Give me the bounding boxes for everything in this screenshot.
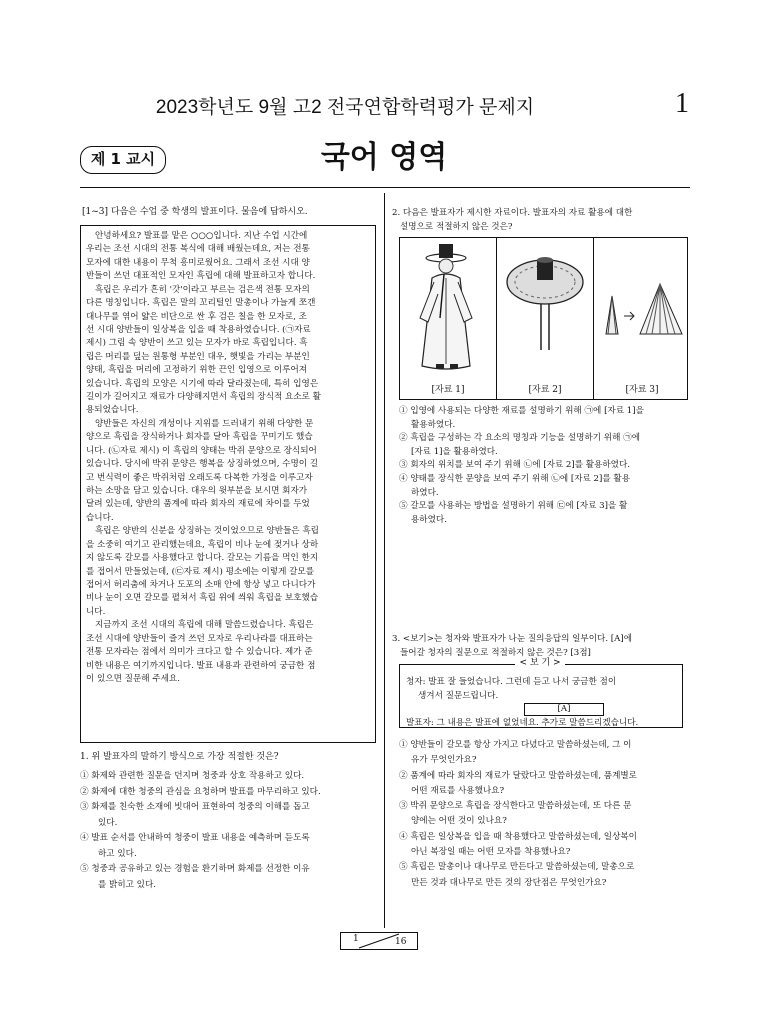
choice-5-cont: 를 밝히고 있다. [98, 879, 157, 890]
choice-4-cont: 아닌 복장일 때는 어떤 모자를 착용했나요? [411, 847, 571, 858]
figure-caption: [자료 3] [625, 385, 659, 395]
heungnip-hat-icon [497, 238, 593, 378]
question-stem-cont: 들어갈 청자의 질문으로 적절하지 않은 것은? [3점] [400, 648, 591, 658]
passage-line: 우리는 조선 시대의 전통 복식에 대해 배웠는데요, 저는 전통 [86, 244, 310, 255]
choice-3[interactable]: ③ 박쥐 문양으로 흑립을 장식한다고 말씀하셨는데, 또 다른 문 [399, 801, 632, 812]
passage-line: 제시) 그림 속 양반이 쓰고 있는 모자가 바로 흑립입니다. 흑 [86, 338, 308, 349]
galmo-rain-cover-icon [594, 238, 690, 378]
passage-line: 지금까지 조선 시대의 흑립에 대해 말씀드렸습니다. 흑립은 [95, 620, 314, 631]
question-stem: 1. 위 발표자의 말하기 방식으로 가장 적절한 것은? [80, 752, 279, 762]
passage-line: 양반들은 자신의 개성이나 지위를 드러내기 위해 다양한 문 [95, 418, 314, 429]
bogi-box [399, 664, 683, 728]
choice-3[interactable]: ③ 화제를 친숙한 소재에 빗대어 표현하여 청중의 이해를 돕고 [80, 802, 310, 812]
figure-2 [497, 238, 594, 399]
period-badge: 제 1 교시 [80, 146, 166, 174]
current-page: 1 [353, 934, 359, 944]
choice-1-cont: 유가 무엇인가요? [411, 755, 477, 766]
question-3 [392, 632, 692, 660]
choice-1[interactable]: ① 양반들이 갈모를 항상 가지고 다녔다고 말씀하셨는데, 그 이 [399, 740, 632, 750]
passage-line: 용되었습니다. [86, 405, 139, 416]
bogi-line: 생겨서 질문드립니다. [418, 691, 499, 701]
passage-line: 다른 명칭입니다. 흑립은 말의 꼬리털인 말총이나 가늘게 쪼갠 [86, 298, 316, 309]
bogi-line: 청자: 발표 잘 들었습니다. 그런데 듣고 나서 궁금한 점이 [406, 677, 617, 687]
choice-list [80, 769, 380, 893]
passage-line: 을 소중히 여기고 관리했는데요, 흑립이 비나 눈에 젖거나 상하 [86, 539, 319, 550]
bogi-blank-a: [A] [524, 703, 604, 716]
choice-5[interactable]: ⑤ 갈모를 사용하는 방법을 설명하기 위해 ㉢에 [자료 3]을 활 [399, 501, 628, 512]
passage-line: 양태, 흑립을 머리에 고정하기 위한 끈인 입영으로 이루어져 [86, 365, 308, 376]
choice-2[interactable]: ② 품계에 따라 회자의 재료가 달랐다고 말씀하셨는데, 품계별로 [399, 770, 637, 781]
passage-line: 접어서 허리춤에 차거나 도포의 소매 안에 항상 넣고 다니다가 [86, 579, 316, 590]
passage-line: 지 않도록 갈모를 사용했다고 합니다. 갈모는 기름을 먹인 한지 [86, 553, 319, 564]
figure-panel [399, 237, 688, 400]
question-stem-cont: 설명으로 적절하지 않은 것은? [400, 222, 513, 232]
question-1 [80, 750, 380, 893]
scholar-illustration-icon [400, 238, 496, 378]
passage-line: 습니다. [86, 512, 114, 523]
passage-line: 니다. [86, 606, 106, 617]
passage-line: 비나 눈이 오면 갈모를 펼쳐서 흑립 위에 씌워 흑립을 보호했습 [86, 593, 319, 604]
question-2-choices [399, 405, 691, 527]
passage-line: 이 있으면 질문해 주세요. [86, 673, 180, 684]
choice-1-cont: 활용하였다. [411, 419, 456, 430]
passage-line: 선 시대 양반들이 일상복을 입을 때 착용하였습니다. (㉠자료 [86, 324, 311, 335]
passage-line: 반들이 쓰던 대표적인 모자인 흑립에 대해 발표하고자 합니다. [86, 271, 316, 282]
choice-2[interactable]: ② 화제에 대한 청중의 관심을 요청하며 발표를 마무리하고 있다. [80, 786, 321, 797]
choice-5-cont: 만든 것과 대나무로 만든 것의 장단점은 무엇인가요? [411, 877, 607, 888]
set-instruction: [1~3] 다음은 수업 중 학생의 발표이다. 물음에 답하시오. [82, 207, 308, 217]
choice-4[interactable]: ④ 양태를 장식한 문양을 보여 주기 위해 ㉡에 [자료 2]를 활용 [399, 473, 631, 484]
choice-4[interactable]: ④ 발표 순서를 안내하여 청중이 발표 내용을 예측하며 듣도록 [80, 833, 310, 843]
question-stem: 2. 다음은 발표자가 제시한 자료이다. 발표자의 자료 활용에 대한 [392, 208, 633, 218]
passage-line: 흑립은 우리가 흔히 '갓'이라고 부르는 검은색 전통 모자의 [95, 284, 310, 295]
figure-caption: [자료 1] [431, 385, 465, 395]
passage-line: 니다. (㉡자료 제시) 이 흑립의 양태는 박쥐 문양으로 장식되어 [86, 445, 317, 456]
choice-5[interactable]: ⑤ 청중과 공유하고 있는 경험을 환기하며 화제를 선정한 이유 [80, 864, 310, 874]
choice-3[interactable]: ③ 회자의 위치를 보여 주기 위해 ㉡에 [자료 2]를 활용하였다. [399, 460, 631, 471]
header-rule [80, 187, 690, 188]
passage-line: 를 접어서 만들었는데, (㉢자료 제시) 평소에는 이렇게 갈모를 [86, 566, 315, 577]
exam-title: 2023학년도 9월 고2 전국연합학력평가 문제지 [155, 97, 535, 118]
choice-4-cont: 하고 있다. [98, 848, 137, 859]
passage-line: 립은 머리를 덮는 원통형 부분인 대우, 햇빛을 가리는 부분인 [86, 351, 310, 362]
passage-line: 모자에 대한 내용이 무척 흥미로웠어요. 그래서 조선 시대 양 [86, 257, 310, 268]
passage-line: 있습니다. 흑립의 모양은 시기에 따라 달라졌는데, 특히 입영은 [86, 378, 319, 389]
passage-line: 하는 소망을 담고 있습니다. 대우의 윗부분을 보시면 회자가 [86, 486, 308, 497]
choice-5-cont: 용하였다. [411, 514, 447, 525]
choice-2-cont: 어떤 재료를 사용했나요? [411, 785, 505, 796]
choice-2-cont: [자료 1]을 활용하였다. [411, 446, 498, 457]
total-pages: 16 [395, 937, 407, 947]
figure-3 [594, 238, 690, 399]
choice-4[interactable]: ④ 흑립은 일상복을 입을 때 착용했다고 말씀하셨는데, 일상복이 [399, 831, 637, 842]
choice-3-cont: 있다. [98, 817, 118, 828]
passage-line: 달려 있는데, 양반의 품계에 따라 회자의 재료에 차이를 두었 [86, 499, 310, 510]
passage-line: 조선 시대에 양반들이 즐겨 쓰던 모자로 우리나라를 대표하는 [86, 633, 313, 644]
figure-1 [400, 238, 497, 399]
figure-caption: [자료 2] [528, 385, 562, 395]
passage-box [80, 225, 376, 743]
passage-line: 길이가 길어지고 재료가 다양해지면서 흑립의 장식적 요소로 활 [86, 392, 321, 403]
column-divider [384, 193, 385, 928]
question-3-choices [399, 738, 691, 891]
passage-line: 흑립은 양반의 신분을 상징하는 것이었으므로 양반들은 흑립 [95, 526, 319, 537]
choice-1[interactable]: ① 화제와 관련한 질문을 던지며 청중과 상호 작용하고 있다. [80, 771, 305, 781]
question-stem: 3. <보기>는 청자와 발표자가 나눈 질의응답의 일부이다. [A]에 [392, 634, 633, 644]
passage-line: 비한 내용은 여기까지입니다. 발표 내용과 관련하여 궁금한 점 [86, 660, 316, 671]
passage-line: 대나무를 엮어 얇은 비단으로 싼 후 검은 칠을 한 모자로, 조 [86, 311, 307, 322]
page-indicator [340, 932, 418, 950]
page-number: 1 [675, 88, 689, 119]
question-2 [392, 206, 692, 234]
passage-line: 고 번식력이 좋은 박쥐처럼 오래도록 다복한 가정을 이루고자 [86, 472, 313, 483]
subject-title: 국어 영역 [320, 140, 448, 175]
passage-line: 안녕하세요? 발표를 맡은 ○○○입니다. 지난 수업 시간에 [95, 231, 308, 241]
passage-line: 양으로 흑립을 장식하거나 회자를 달아 흑립을 꾸미기도 했습 [86, 432, 313, 443]
choice-4-cont: 하였다. [411, 487, 439, 498]
bogi-line: 발표자: 그 내용은 발표에 없었네요. 추가로 말씀드리겠습니다. [406, 718, 639, 728]
choice-3-cont: 양에는 어떤 것이 있나요? [411, 816, 507, 827]
passage-line: 전통 모자라는 점에서 의미가 크다고 할 수 있습니다. 제가 준 [86, 647, 313, 658]
choice-1[interactable]: ① 입영에 사용되는 다양한 재료를 설명하기 위해 ㉠에 [자료 1]을 [399, 406, 644, 416]
choice-5[interactable]: ⑤ 흑립은 말총이나 대나무로 만든다고 말씀하셨는데, 말총으로 [399, 862, 635, 873]
choice-2[interactable]: ② 흑립을 구성하는 각 요소의 명칭과 기능을 설명하기 위해 ㉠에 [399, 433, 641, 444]
bogi-label: < 보 기 > [515, 658, 565, 669]
passage-line: 있습니다. 당시에 박쥐 문양은 행복을 상징하였으며, 수명이 길 [86, 459, 319, 470]
